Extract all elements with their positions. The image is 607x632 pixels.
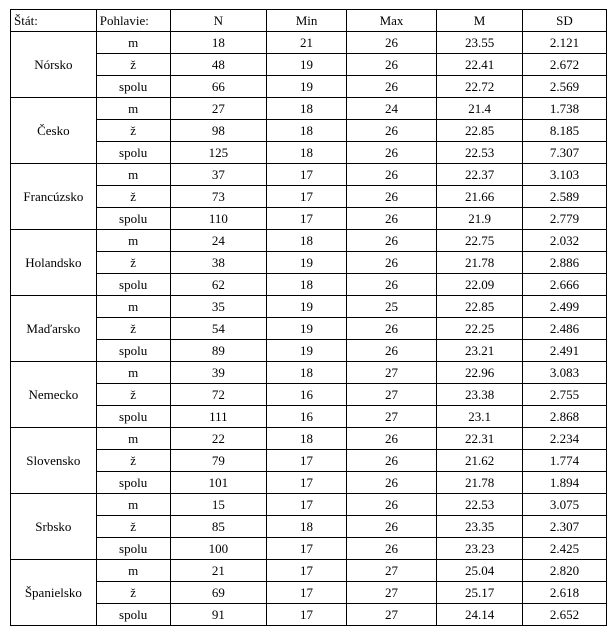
- sd-cell: 2.589: [522, 186, 606, 208]
- n-cell: 48: [170, 54, 267, 76]
- sex-cell: ž: [96, 516, 170, 538]
- mean-cell: 22.72: [437, 76, 523, 98]
- table-row: [11, 186, 607, 208]
- table-row: [11, 516, 607, 538]
- mean-cell: 21.66: [437, 186, 523, 208]
- sex-cell: ž: [96, 186, 170, 208]
- table-row: [11, 582, 607, 604]
- mean-cell: 22.85: [437, 120, 523, 142]
- country-cell: Francúzsko: [11, 164, 97, 230]
- max-cell: 27: [346, 384, 436, 406]
- mean-cell: 22.25: [437, 318, 523, 340]
- max-cell: 26: [346, 472, 436, 494]
- n-cell: 85: [170, 516, 267, 538]
- header-sd: SD: [522, 10, 606, 32]
- min-cell: 18: [267, 120, 347, 142]
- n-cell: 27: [170, 98, 267, 120]
- max-cell: 26: [346, 230, 436, 252]
- min-cell: 21: [267, 32, 347, 54]
- mean-cell: 22.09: [437, 274, 523, 296]
- sd-cell: 3.075: [522, 494, 606, 516]
- min-cell: 18: [267, 362, 347, 384]
- sd-cell: 2.618: [522, 582, 606, 604]
- sex-cell: spolu: [96, 538, 170, 560]
- sex-cell: spolu: [96, 208, 170, 230]
- sd-cell: 1.894: [522, 472, 606, 494]
- mean-cell: 22.85: [437, 296, 523, 318]
- sex-cell: m: [96, 296, 170, 318]
- mean-cell: 22.53: [437, 142, 523, 164]
- country-cell: Česko: [11, 98, 97, 164]
- table-row: [11, 76, 607, 98]
- min-cell: 19: [267, 76, 347, 98]
- min-cell: 18: [267, 98, 347, 120]
- sex-cell: m: [96, 230, 170, 252]
- max-cell: 26: [346, 428, 436, 450]
- mean-cell: 25.04: [437, 560, 523, 582]
- max-cell: 26: [346, 274, 436, 296]
- max-cell: 26: [346, 142, 436, 164]
- min-cell: 19: [267, 318, 347, 340]
- sex-cell: ž: [96, 384, 170, 406]
- mean-cell: 22.96: [437, 362, 523, 384]
- n-cell: 22: [170, 428, 267, 450]
- n-cell: 73: [170, 186, 267, 208]
- max-cell: 27: [346, 406, 436, 428]
- min-cell: 17: [267, 186, 347, 208]
- sd-cell: 2.672: [522, 54, 606, 76]
- header-min: Min: [267, 10, 347, 32]
- n-cell: 79: [170, 450, 267, 472]
- sd-cell: 2.652: [522, 604, 606, 626]
- max-cell: 26: [346, 252, 436, 274]
- sex-cell: ž: [96, 54, 170, 76]
- mean-cell: 22.41: [437, 54, 523, 76]
- table-row: [11, 406, 607, 428]
- mean-cell: 23.23: [437, 538, 523, 560]
- table-row: [11, 208, 607, 230]
- sd-cell: 3.083: [522, 362, 606, 384]
- sd-cell: 2.234: [522, 428, 606, 450]
- table-row: [11, 494, 607, 516]
- min-cell: 19: [267, 54, 347, 76]
- sd-cell: 2.307: [522, 516, 606, 538]
- n-cell: 37: [170, 164, 267, 186]
- mean-cell: 25.17: [437, 582, 523, 604]
- sex-cell: spolu: [96, 406, 170, 428]
- mean-cell: 22.31: [437, 428, 523, 450]
- header-row: [11, 10, 607, 32]
- max-cell: 24: [346, 98, 436, 120]
- n-cell: 110: [170, 208, 267, 230]
- min-cell: 19: [267, 252, 347, 274]
- table-row: [11, 32, 607, 54]
- mean-cell: 22.75: [437, 230, 523, 252]
- n-cell: 39: [170, 362, 267, 384]
- min-cell: 17: [267, 538, 347, 560]
- sex-cell: spolu: [96, 76, 170, 98]
- sex-cell: spolu: [96, 472, 170, 494]
- header-sex: Pohlavie:: [96, 10, 170, 32]
- table-row: [11, 472, 607, 494]
- sex-cell: m: [96, 164, 170, 186]
- n-cell: 91: [170, 604, 267, 626]
- table-row: [11, 98, 607, 120]
- max-cell: 26: [346, 318, 436, 340]
- sex-cell: m: [96, 362, 170, 384]
- table-body: [11, 32, 607, 626]
- table-row: [11, 538, 607, 560]
- min-cell: 16: [267, 384, 347, 406]
- max-cell: 26: [346, 32, 436, 54]
- sd-cell: 1.774: [522, 450, 606, 472]
- min-cell: 19: [267, 340, 347, 362]
- table-row: [11, 340, 607, 362]
- table-row: [11, 230, 607, 252]
- min-cell: 17: [267, 560, 347, 582]
- sex-cell: ž: [96, 450, 170, 472]
- min-cell: 17: [267, 164, 347, 186]
- header-max: Max: [346, 10, 436, 32]
- sex-cell: m: [96, 98, 170, 120]
- sd-cell: 2.491: [522, 340, 606, 362]
- header-n: N: [170, 10, 267, 32]
- max-cell: 26: [346, 208, 436, 230]
- mean-cell: 22.53: [437, 494, 523, 516]
- sex-cell: m: [96, 428, 170, 450]
- sd-cell: 2.569: [522, 76, 606, 98]
- sex-cell: m: [96, 560, 170, 582]
- sd-cell: 2.121: [522, 32, 606, 54]
- sex-cell: m: [96, 494, 170, 516]
- n-cell: 54: [170, 318, 267, 340]
- sex-cell: spolu: [96, 340, 170, 362]
- mean-cell: 23.38: [437, 384, 523, 406]
- max-cell: 27: [346, 604, 436, 626]
- sd-cell: 8.185: [522, 120, 606, 142]
- min-cell: 17: [267, 582, 347, 604]
- min-cell: 17: [267, 472, 347, 494]
- sex-cell: spolu: [96, 604, 170, 626]
- min-cell: 18: [267, 516, 347, 538]
- n-cell: 38: [170, 252, 267, 274]
- table-row: [11, 252, 607, 274]
- min-cell: 17: [267, 450, 347, 472]
- table-row: [11, 318, 607, 340]
- table-row: [11, 296, 607, 318]
- n-cell: 62: [170, 274, 267, 296]
- max-cell: 26: [346, 164, 436, 186]
- country-cell: Slovensko: [11, 428, 97, 494]
- max-cell: 26: [346, 54, 436, 76]
- sd-cell: 2.779: [522, 208, 606, 230]
- max-cell: 26: [346, 120, 436, 142]
- n-cell: 21: [170, 560, 267, 582]
- max-cell: 27: [346, 582, 436, 604]
- n-cell: 101: [170, 472, 267, 494]
- max-cell: 26: [346, 76, 436, 98]
- header-mean: M: [437, 10, 523, 32]
- n-cell: 111: [170, 406, 267, 428]
- n-cell: 24: [170, 230, 267, 252]
- sd-cell: 2.499: [522, 296, 606, 318]
- n-cell: 89: [170, 340, 267, 362]
- n-cell: 69: [170, 582, 267, 604]
- max-cell: 27: [346, 362, 436, 384]
- n-cell: 66: [170, 76, 267, 98]
- mean-cell: 23.55: [437, 32, 523, 54]
- min-cell: 18: [267, 428, 347, 450]
- max-cell: 26: [346, 516, 436, 538]
- country-cell: Nórsko: [11, 32, 97, 98]
- min-cell: 17: [267, 494, 347, 516]
- table-row: [11, 362, 607, 384]
- mean-cell: 23.21: [437, 340, 523, 362]
- n-cell: 100: [170, 538, 267, 560]
- max-cell: 26: [346, 340, 436, 362]
- header-country: Štát:: [11, 10, 97, 32]
- mean-cell: 21.78: [437, 252, 523, 274]
- mean-cell: 23.1: [437, 406, 523, 428]
- country-cell: Nemecko: [11, 362, 97, 428]
- mean-cell: 24.14: [437, 604, 523, 626]
- mean-cell: 21.9: [437, 208, 523, 230]
- mean-cell: 22.37: [437, 164, 523, 186]
- sex-cell: ž: [96, 582, 170, 604]
- sex-cell: ž: [96, 252, 170, 274]
- sex-cell: ž: [96, 120, 170, 142]
- sex-cell: m: [96, 32, 170, 54]
- min-cell: 16: [267, 406, 347, 428]
- max-cell: 26: [346, 450, 436, 472]
- country-cell: Španielsko: [11, 560, 97, 626]
- sd-cell: 2.486: [522, 318, 606, 340]
- max-cell: 26: [346, 186, 436, 208]
- n-cell: 35: [170, 296, 267, 318]
- min-cell: 19: [267, 296, 347, 318]
- mean-cell: 23.35: [437, 516, 523, 538]
- min-cell: 18: [267, 230, 347, 252]
- table-row: [11, 604, 607, 626]
- mean-cell: 21.62: [437, 450, 523, 472]
- min-cell: 18: [267, 274, 347, 296]
- mean-cell: 21.4: [437, 98, 523, 120]
- table-row: [11, 560, 607, 582]
- table-row: [11, 142, 607, 164]
- table-row: [11, 450, 607, 472]
- sd-cell: 2.425: [522, 538, 606, 560]
- table-row: [11, 54, 607, 76]
- max-cell: 26: [346, 538, 436, 560]
- max-cell: 27: [346, 560, 436, 582]
- country-cell: Srbsko: [11, 494, 97, 560]
- table-row: [11, 274, 607, 296]
- sex-cell: spolu: [96, 274, 170, 296]
- min-cell: 17: [267, 208, 347, 230]
- n-cell: 18: [170, 32, 267, 54]
- min-cell: 17: [267, 604, 347, 626]
- sex-cell: spolu: [96, 142, 170, 164]
- table-container: [10, 9, 607, 626]
- min-cell: 18: [267, 142, 347, 164]
- sd-cell: 1.738: [522, 98, 606, 120]
- sd-cell: 2.868: [522, 406, 606, 428]
- n-cell: 15: [170, 494, 267, 516]
- sd-cell: 2.886: [522, 252, 606, 274]
- country-cell: Maďarsko: [11, 296, 97, 362]
- max-cell: 26: [346, 494, 436, 516]
- table-row: [11, 164, 607, 186]
- statistics-table: [10, 9, 607, 626]
- table-row: [11, 120, 607, 142]
- sd-cell: 2.820: [522, 560, 606, 582]
- mean-cell: 21.78: [437, 472, 523, 494]
- sd-cell: 2.032: [522, 230, 606, 252]
- sd-cell: 7.307: [522, 142, 606, 164]
- n-cell: 72: [170, 384, 267, 406]
- sex-cell: ž: [96, 318, 170, 340]
- n-cell: 98: [170, 120, 267, 142]
- max-cell: 25: [346, 296, 436, 318]
- sd-cell: 2.666: [522, 274, 606, 296]
- table-row: [11, 428, 607, 450]
- sd-cell: 2.755: [522, 384, 606, 406]
- table-header: [11, 10, 607, 32]
- sd-cell: 3.103: [522, 164, 606, 186]
- country-cell: Holandsko: [11, 230, 97, 296]
- table-row: [11, 384, 607, 406]
- n-cell: 125: [170, 142, 267, 164]
